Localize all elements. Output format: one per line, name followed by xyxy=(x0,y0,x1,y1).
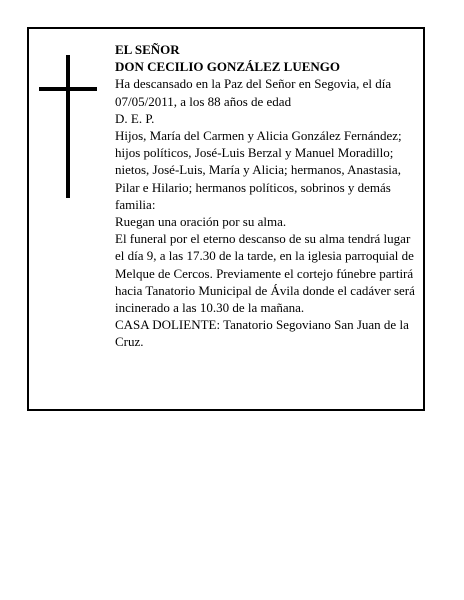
notice-text xyxy=(115,41,421,351)
notice-title-line1: EL SEÑOR xyxy=(115,42,180,57)
prayer-request: Ruegan una oración por su alma. xyxy=(115,214,287,230)
death-info: Ha descansado en la Paz del Señor en Segovia, el día 07/05/2011, a los 88 años de edad xyxy=(115,76,392,109)
cross-vertical-bar xyxy=(66,55,70,198)
deceased-name: DON CECILIO GONZÁLEZ LUENGO xyxy=(115,59,341,75)
obituary-notice xyxy=(27,27,425,411)
mourning-house: CASA DOLIENTE: Tanatorio Segoviano San Juan de la Cruz. xyxy=(115,317,409,350)
rip-text: D. E. P. xyxy=(115,110,155,126)
funeral-details: El funeral por el eterno descanso de su alma tendrá lugar el día 9, a las 17.30 de la tarde, en la iglesia parroquial de Melque de Cercos. Previamente el cortejo fúnebre partirá hacia Tanatorio Municipal de Ávila donde el cadáver será incinerado a las 10.30 de la mañana. xyxy=(115,231,415,316)
latin-cross-icon xyxy=(39,55,97,198)
cross-horizontal-bar xyxy=(39,87,97,91)
family-list: Hijos, María del Carmen y Alicia González Fernández; hijos políticos, José-Luis Berzal y Manuel Moradillo; nietos, José-Luis, María y Alicia; hermanos, Anastasia, Pilar e Hilario; hermanos políticos, sobrinos y demás familia: xyxy=(115,128,402,212)
